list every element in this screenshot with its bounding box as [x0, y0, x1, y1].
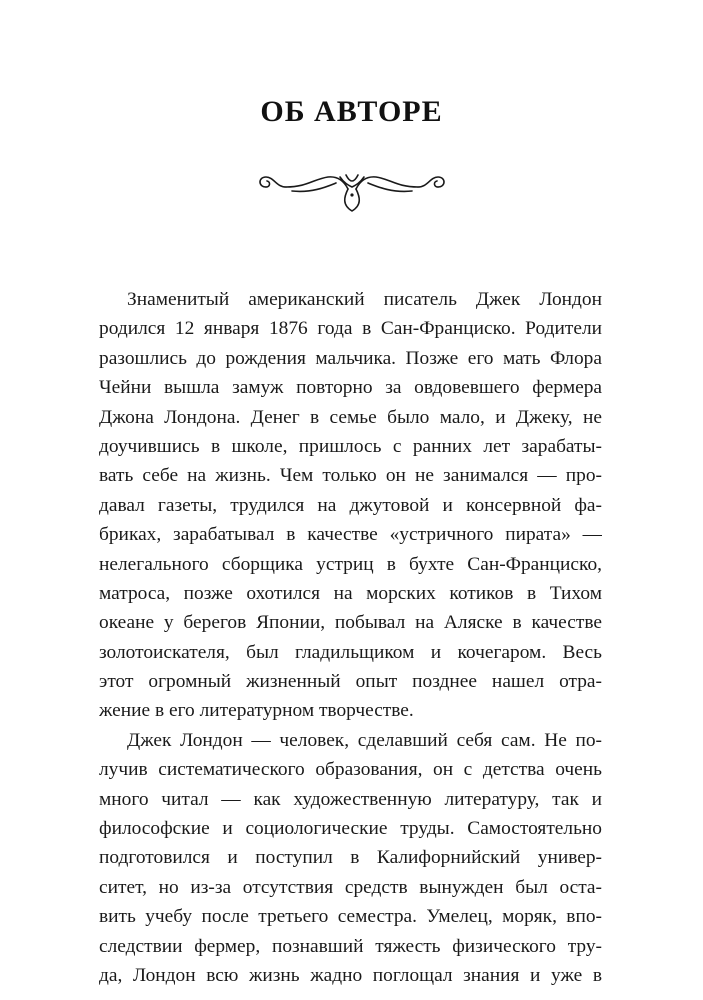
text-line: ситет, но из-за отсутствия средств вынужден был оста- [99, 876, 602, 898]
text-line: жение в его литературном творчестве. [99, 700, 414, 722]
chapter-title: ОБ АВТОРЕ [260, 95, 443, 128]
text-line: следствии фермер, познавший тяжесть физического тру- [99, 935, 602, 957]
text-line: философские и социологические труды. Самостоятельно [99, 818, 602, 840]
text-line: Чейни вышла замуж повторно за овдовевшего фермера [99, 377, 602, 399]
text-line: вить учебу после третьего семестра. Умелец, моряк, впо- [99, 906, 602, 928]
text-line: родился 12 января 1876 года в Сан-Франциско. Родители [99, 318, 602, 340]
text-line: Джек Лондон — человек, сделавший себя сам. Не по- [127, 729, 602, 751]
text-line: да, Лондон всю жизнь жадно поглощал знания и уже в [99, 964, 602, 986]
text-line: доучившись в школе, пришлось с ранних лет зарабаты- [99, 435, 602, 457]
text-line: Знаменитый американский писатель Джек Лондон [127, 289, 602, 310]
text-line: бриках, зарабатывал в качестве «устричного пирата» — [99, 524, 602, 546]
text-line: разошлись до рождения мальчика. Позже его мать Флора [99, 347, 602, 369]
text-line: Джона Лондона. Денег в семье было мало, и Джеку, не [99, 406, 602, 428]
decorative-flourish-icon [252, 165, 452, 217]
text-line: океане у берегов Японии, побывал на Аляске в качестве [99, 612, 602, 634]
text-line: давал газеты, трудился на джутовой и консервной фа- [99, 494, 602, 516]
text-line: этот огромный жизненный опыт позднее нашел отра- [99, 671, 602, 693]
text-line: вать себе на жизнь. Чем только он не занимался — про- [99, 465, 602, 487]
body-text [99, 285, 602, 990]
text-line: лучив систематического образования, он с детства очень [99, 759, 602, 781]
text-line: много читал — как художественную литературу, так и [99, 788, 602, 810]
text-line: матроса, позже охотился на морских котиков в Тихом [99, 582, 602, 604]
text-line: подготовился и поступил в Калифорнийский универ- [99, 847, 602, 869]
text-line: нелегального сборщика устриц в бухте Сан-Франциско, [99, 553, 602, 575]
text-line: золотоискателя, был гладильщиком и кочегаром. Весь [99, 641, 602, 663]
